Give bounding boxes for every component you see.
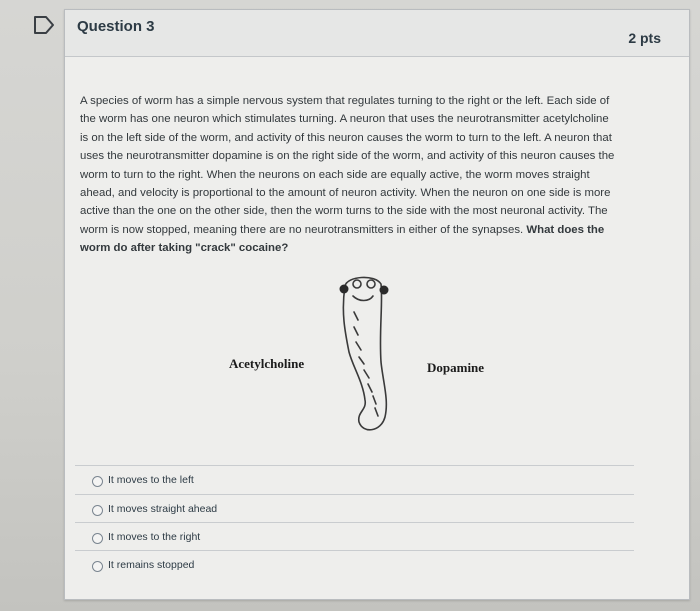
answer-divider — [75, 522, 634, 523]
question-line: is on the left side of the worm, and activity of this neuron causes the worm to turn to the left. A neuron that — [80, 131, 612, 144]
dopamine-label: Dopamine — [427, 360, 485, 375]
answer-option[interactable] — [65, 465, 689, 494]
radio-button[interactable] — [92, 533, 103, 544]
question-text — [80, 92, 655, 258]
question-prompt-bold: worm do after taking "crack" cocaine? — [80, 242, 289, 255]
question-line-text: worm is now stopped, meaning there are no neurotransmitters in either of the synapses. — [80, 223, 524, 236]
answer-label[interactable]: It moves straight ahead — [108, 503, 218, 515]
answer-divider — [75, 465, 634, 466]
answer-option[interactable] — [65, 550, 689, 579]
question-line — [80, 239, 655, 257]
left-neuron-dot — [340, 285, 349, 294]
answer-label[interactable]: It remains stopped — [108, 559, 195, 571]
answer-option[interactable] — [65, 494, 689, 523]
question-line — [80, 221, 655, 239]
flag-question-icon[interactable] — [33, 16, 55, 34]
acetylcholine-label: Acetylcholine — [229, 356, 305, 371]
radio-button[interactable] — [92, 561, 103, 572]
right-neuron-dot — [380, 286, 389, 295]
question-line: uses the neurotransmitter dopamine is on the right side of the worm, and activity of this neuron causes the — [80, 150, 615, 163]
radio-button[interactable] — [92, 505, 103, 516]
answer-option[interactable] — [65, 522, 689, 551]
question-line: ahead, and velocity is proportional to the amount of neuron activity. When the neuron on one side is more — [80, 187, 611, 200]
question-header — [65, 10, 689, 57]
question-line: active than the one on the other side, then the worm turns to the side with the most neuronal activity. The — [80, 205, 608, 218]
question-line: the worm has one neuron which stimulates turning. A neuron that uses the neurotransmitter acetylcholine — [80, 113, 609, 126]
question-line: A species of worm has a simple nervous system that regulates turning to the right or the left. Each side of — [80, 95, 610, 107]
question-prompt-bold: What does the — [526, 223, 605, 236]
answer-label[interactable]: It moves to the right — [108, 531, 201, 543]
radio-button[interactable] — [92, 476, 103, 487]
answer-divider — [75, 494, 634, 495]
worm-drawing — [323, 272, 403, 442]
answer-divider — [75, 550, 634, 551]
worm-figure — [215, 272, 545, 442]
question-title: Question 3 — [77, 18, 155, 35]
question-line: worm to turn to the right. When the neurons on each side are equally active, the worm moves straight — [80, 168, 590, 181]
question-card — [64, 9, 690, 600]
question-points: 2 pts — [628, 30, 661, 46]
answer-label[interactable]: It moves to the left — [108, 474, 194, 486]
